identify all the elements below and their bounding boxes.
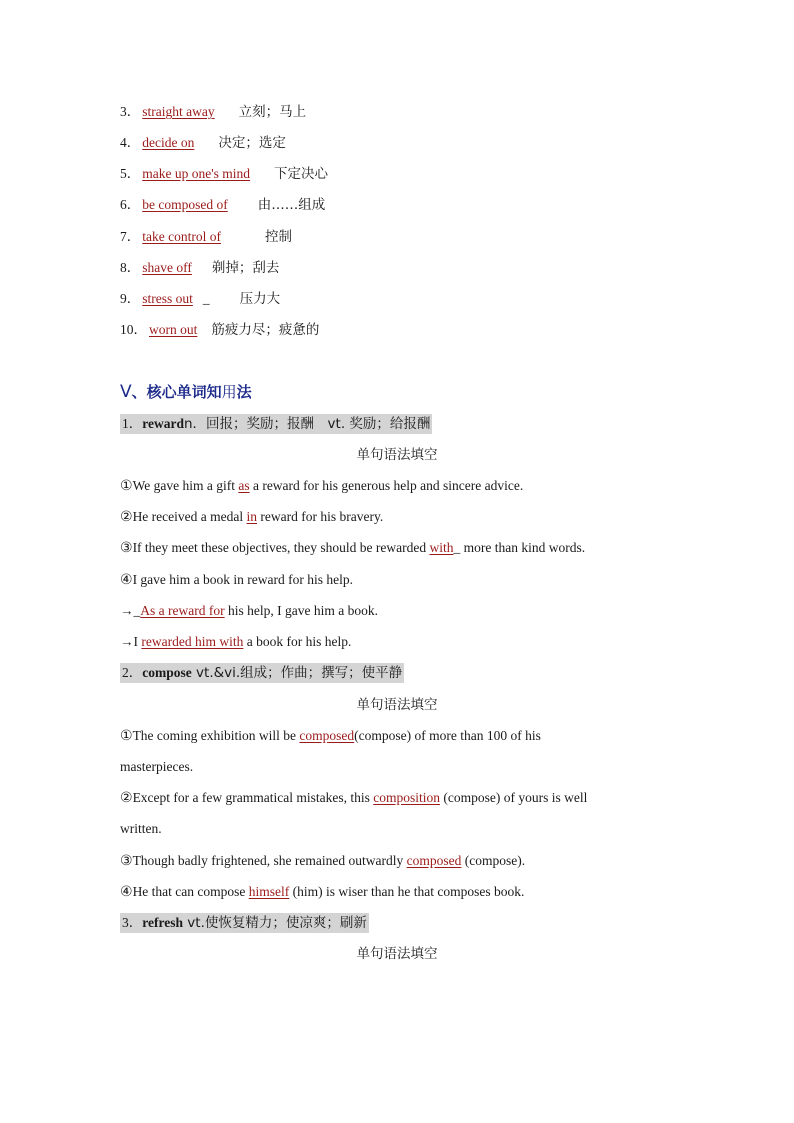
answer-blank: in: [246, 509, 258, 524]
answer-blank: make up one's mind: [142, 166, 251, 181]
answer-blank: composed: [406, 853, 462, 868]
answer-blank: decide on: [142, 135, 195, 150]
exercise-sentence-cont: masterpieces.: [120, 759, 194, 774]
exercise-sentence: ②Except for a few grammatical mistakes, this composition (compose) of yours is well: [120, 790, 588, 806]
word-heading-refresh: 3．refresh vt.使恢复精力；使凉爽；刷新: [122, 915, 367, 931]
phrase-item: 9． stress out _ 压力大: [120, 291, 281, 307]
exercise-sentence: ①We gave him a gift as a reward for his generous help and sincere advice.: [120, 478, 524, 494]
exercise-sentence: →I rewarded him with a book for his help.: [120, 634, 352, 649]
phrase-item: 4． decide on 决定；选定: [120, 135, 286, 151]
answer-blank: rewarded him with: [141, 634, 244, 649]
phrase-item: 5． make up one's mind 下定决心: [120, 166, 329, 182]
answer-blank: shave off: [142, 260, 192, 275]
exercise-sentence-cont: written.: [120, 821, 162, 836]
answer-blank: himself: [248, 884, 290, 899]
word-heading-reward: 1．rewardn．回报；奖励；报酬 vt. 奖励；给报酬: [122, 416, 431, 432]
exercise-title: 单句语法填空: [356, 447, 438, 463]
answer-blank: be composed of: [142, 197, 228, 212]
phrase-item: 3． straight away 立刻；马上: [120, 104, 307, 120]
exercise-sentence: ②He received a medal in reward for his bravery.: [120, 509, 384, 525]
exercise-sentence: ③Though badly frightened, she remained outwardly composed (compose).: [120, 853, 526, 869]
answer-blank: As a reward for: [140, 603, 225, 618]
phrase-item: 10． worn out 筋疲力尽；疲惫的: [120, 322, 320, 338]
answer-blank: worn out: [149, 322, 198, 337]
answer-blank: with: [429, 540, 454, 555]
answer-blank: take control of: [142, 229, 221, 244]
exercise-title: 单句语法填空: [356, 697, 438, 713]
exercise-sentence: ①The coming exhibition will be composed(compose) of more than 100 of his: [120, 728, 541, 744]
exercise-sentence: ④He that can compose himself (him) is wiser than he that composes book.: [120, 884, 525, 900]
answer-blank: composition: [373, 790, 440, 805]
answer-blank: composed: [299, 728, 355, 743]
answer-blank: as: [238, 478, 250, 493]
word-heading-compose: 2．compose vt.&vi.组成；作曲；撰写；使平静: [122, 665, 403, 681]
answer-blank: straight away: [142, 104, 215, 119]
exercise-sentence: ④I gave him a book in reward for his help.: [120, 572, 353, 588]
section-heading: Ⅴ、核心单词知用法: [120, 382, 252, 401]
exercise-sentence: →_As a reward for his help, I gave him a book.: [120, 603, 378, 618]
phrase-item: 6． be composed of 由……组成: [120, 197, 326, 213]
phrase-item: 7． take control of 控制: [120, 229, 292, 245]
answer-blank: stress out: [142, 291, 193, 306]
exercise-title: 单句语法填空: [356, 946, 438, 962]
exercise-sentence: ③If they meet these objectives, they should be rewarded with_ more than kind words.: [120, 540, 586, 556]
phrase-item: 8． shave off 剃掉；刮去: [120, 260, 280, 276]
